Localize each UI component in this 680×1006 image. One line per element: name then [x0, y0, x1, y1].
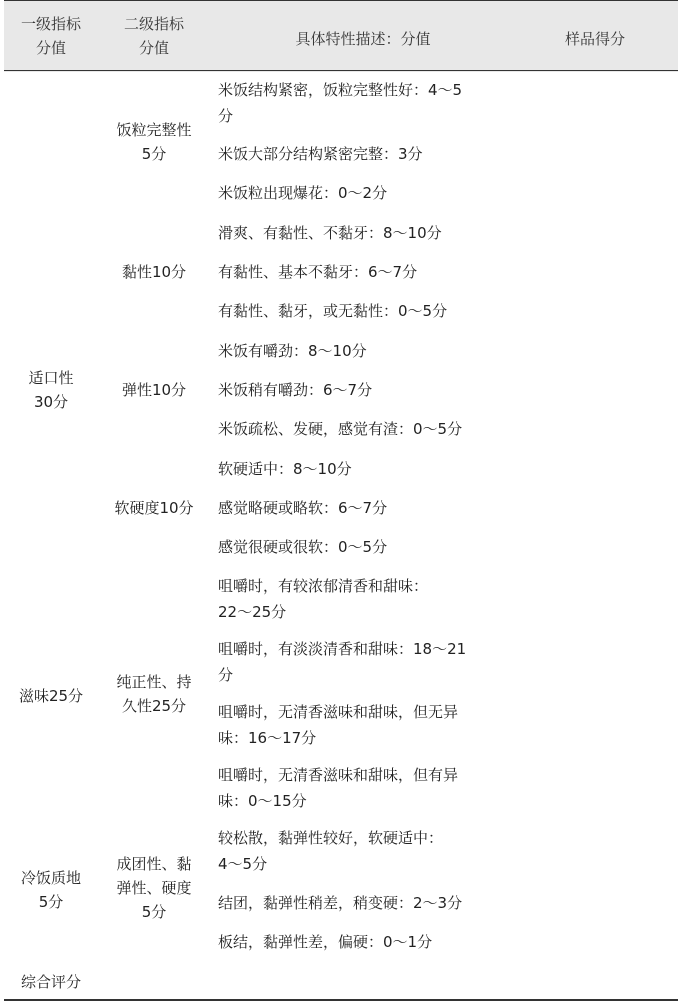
description-line: 米饭大部分结构紧密完整：3分	[218, 145, 423, 163]
description-item	[218, 636, 506, 688]
header-level2	[106, 12, 202, 60]
header-level1	[6, 12, 96, 60]
description-item	[218, 573, 506, 625]
description-line: 咀嚼时，无清香滋味和甜味，但有异	[218, 766, 459, 784]
level2-cold	[104, 852, 204, 924]
level2-stickiness: 黏性10分	[121, 263, 187, 281]
description-line: 有黏性、黏牙，或无黏性：0～5分	[218, 302, 448, 320]
description-item	[218, 890, 506, 916]
level1-palatability-score: 30分	[33, 393, 69, 411]
description-line: 米饭结构紧密，饭粒完整性好：4～5	[218, 81, 463, 99]
description-item	[218, 338, 506, 364]
level1-cold-rice	[6, 866, 96, 914]
description-line: 软硬适中：8～10分	[218, 460, 352, 478]
description-item	[218, 180, 506, 206]
level2-purity	[104, 670, 204, 718]
description-item	[218, 762, 506, 814]
description-item	[218, 298, 506, 324]
description-item	[218, 416, 506, 442]
description-line: 米饭稍有嚼劲：6～7分	[218, 381, 373, 399]
header-level1-line1: 一级指标	[20, 15, 81, 33]
description-item	[218, 495, 506, 521]
description-item	[218, 534, 506, 560]
header-level2-line1: 二级指标	[123, 15, 184, 33]
description-line: 咀嚼时，有淡淡清香和甜味：18～21	[218, 640, 467, 658]
description-item	[218, 456, 506, 482]
description-line: 22～25分	[218, 603, 287, 621]
description-item	[218, 825, 506, 877]
level2-integrity	[104, 118, 204, 166]
level2-purity-line1: 纯正性、持	[116, 673, 192, 691]
description-item	[218, 699, 506, 751]
description-item	[218, 377, 506, 403]
description-line: 较松散，黏弹性较好，软硬适中：	[218, 829, 444, 847]
description-line: 感觉略硬或略软：6～7分	[218, 499, 388, 517]
level1-palatability	[6, 366, 96, 414]
description-line: 有黏性、基本不黏牙：6～7分	[218, 263, 418, 281]
description-line: 味：0～15分	[218, 792, 307, 810]
level2-hardness: 软硬度10分	[114, 499, 194, 517]
description-line: 米饭疏松、发硬，感觉有渣：0～5分	[218, 420, 463, 438]
level1-overall: 综合评分	[20, 973, 81, 991]
description-line: 分	[218, 107, 234, 125]
level2-integrity-name: 饭粒完整性	[116, 121, 192, 139]
table-bottom-rule	[4, 999, 678, 1001]
description-line: 味：16～17分	[218, 729, 317, 747]
level1-cold-rice-name: 冷饭质地	[20, 869, 81, 887]
header-level1-line2: 分值	[35, 39, 66, 57]
level1-cold-rice-score: 5分	[38, 893, 64, 911]
description-line: 板结，黏弹性差，偏硬：0～1分	[218, 933, 433, 951]
description-item	[218, 77, 506, 129]
description-line: 分	[218, 666, 234, 684]
level2-cold-line3: 5分	[141, 903, 167, 921]
level2-purity-line2: 久性25分	[121, 697, 187, 715]
description-line: 咀嚼时，无清香滋味和甜味，但无异	[218, 703, 459, 721]
description-line: 滑爽、有黏性、不黏牙：8～10分	[218, 224, 442, 242]
level2-elasticity: 弹性10分	[121, 381, 187, 399]
description-line: 咀嚼时，有较浓郁清香和甜味：	[218, 577, 429, 595]
level2-integrity-score: 5分	[141, 145, 167, 163]
level2-cold-line2: 弹性、硬度	[116, 879, 192, 897]
sample-score-column[interactable]	[526, 72, 676, 998]
level1-palatability-name: 适口性	[28, 369, 74, 387]
description-item	[218, 259, 506, 285]
description-item	[218, 220, 506, 246]
description-line: 米饭有嚼劲：8～10分	[218, 342, 367, 360]
description-line: 结团，黏弹性稍差，稍变硬：2～3分	[218, 894, 463, 912]
header-level2-line2: 分值	[138, 39, 169, 57]
header-sample-score: 样品得分	[564, 30, 625, 48]
description-line: 感觉很硬或很软：0～5分	[218, 538, 388, 556]
header-rule	[4, 70, 678, 71]
description-item	[218, 929, 506, 955]
description-item	[218, 141, 506, 167]
header-description: 具体特性描述：分值	[295, 30, 431, 48]
description-line: 4～5分	[218, 855, 268, 873]
level2-cold-line1: 成团性、黏	[116, 855, 192, 873]
level1-taste: 滋味25分	[18, 687, 84, 705]
description-line: 米饭粒出现爆花：0～2分	[218, 184, 388, 202]
